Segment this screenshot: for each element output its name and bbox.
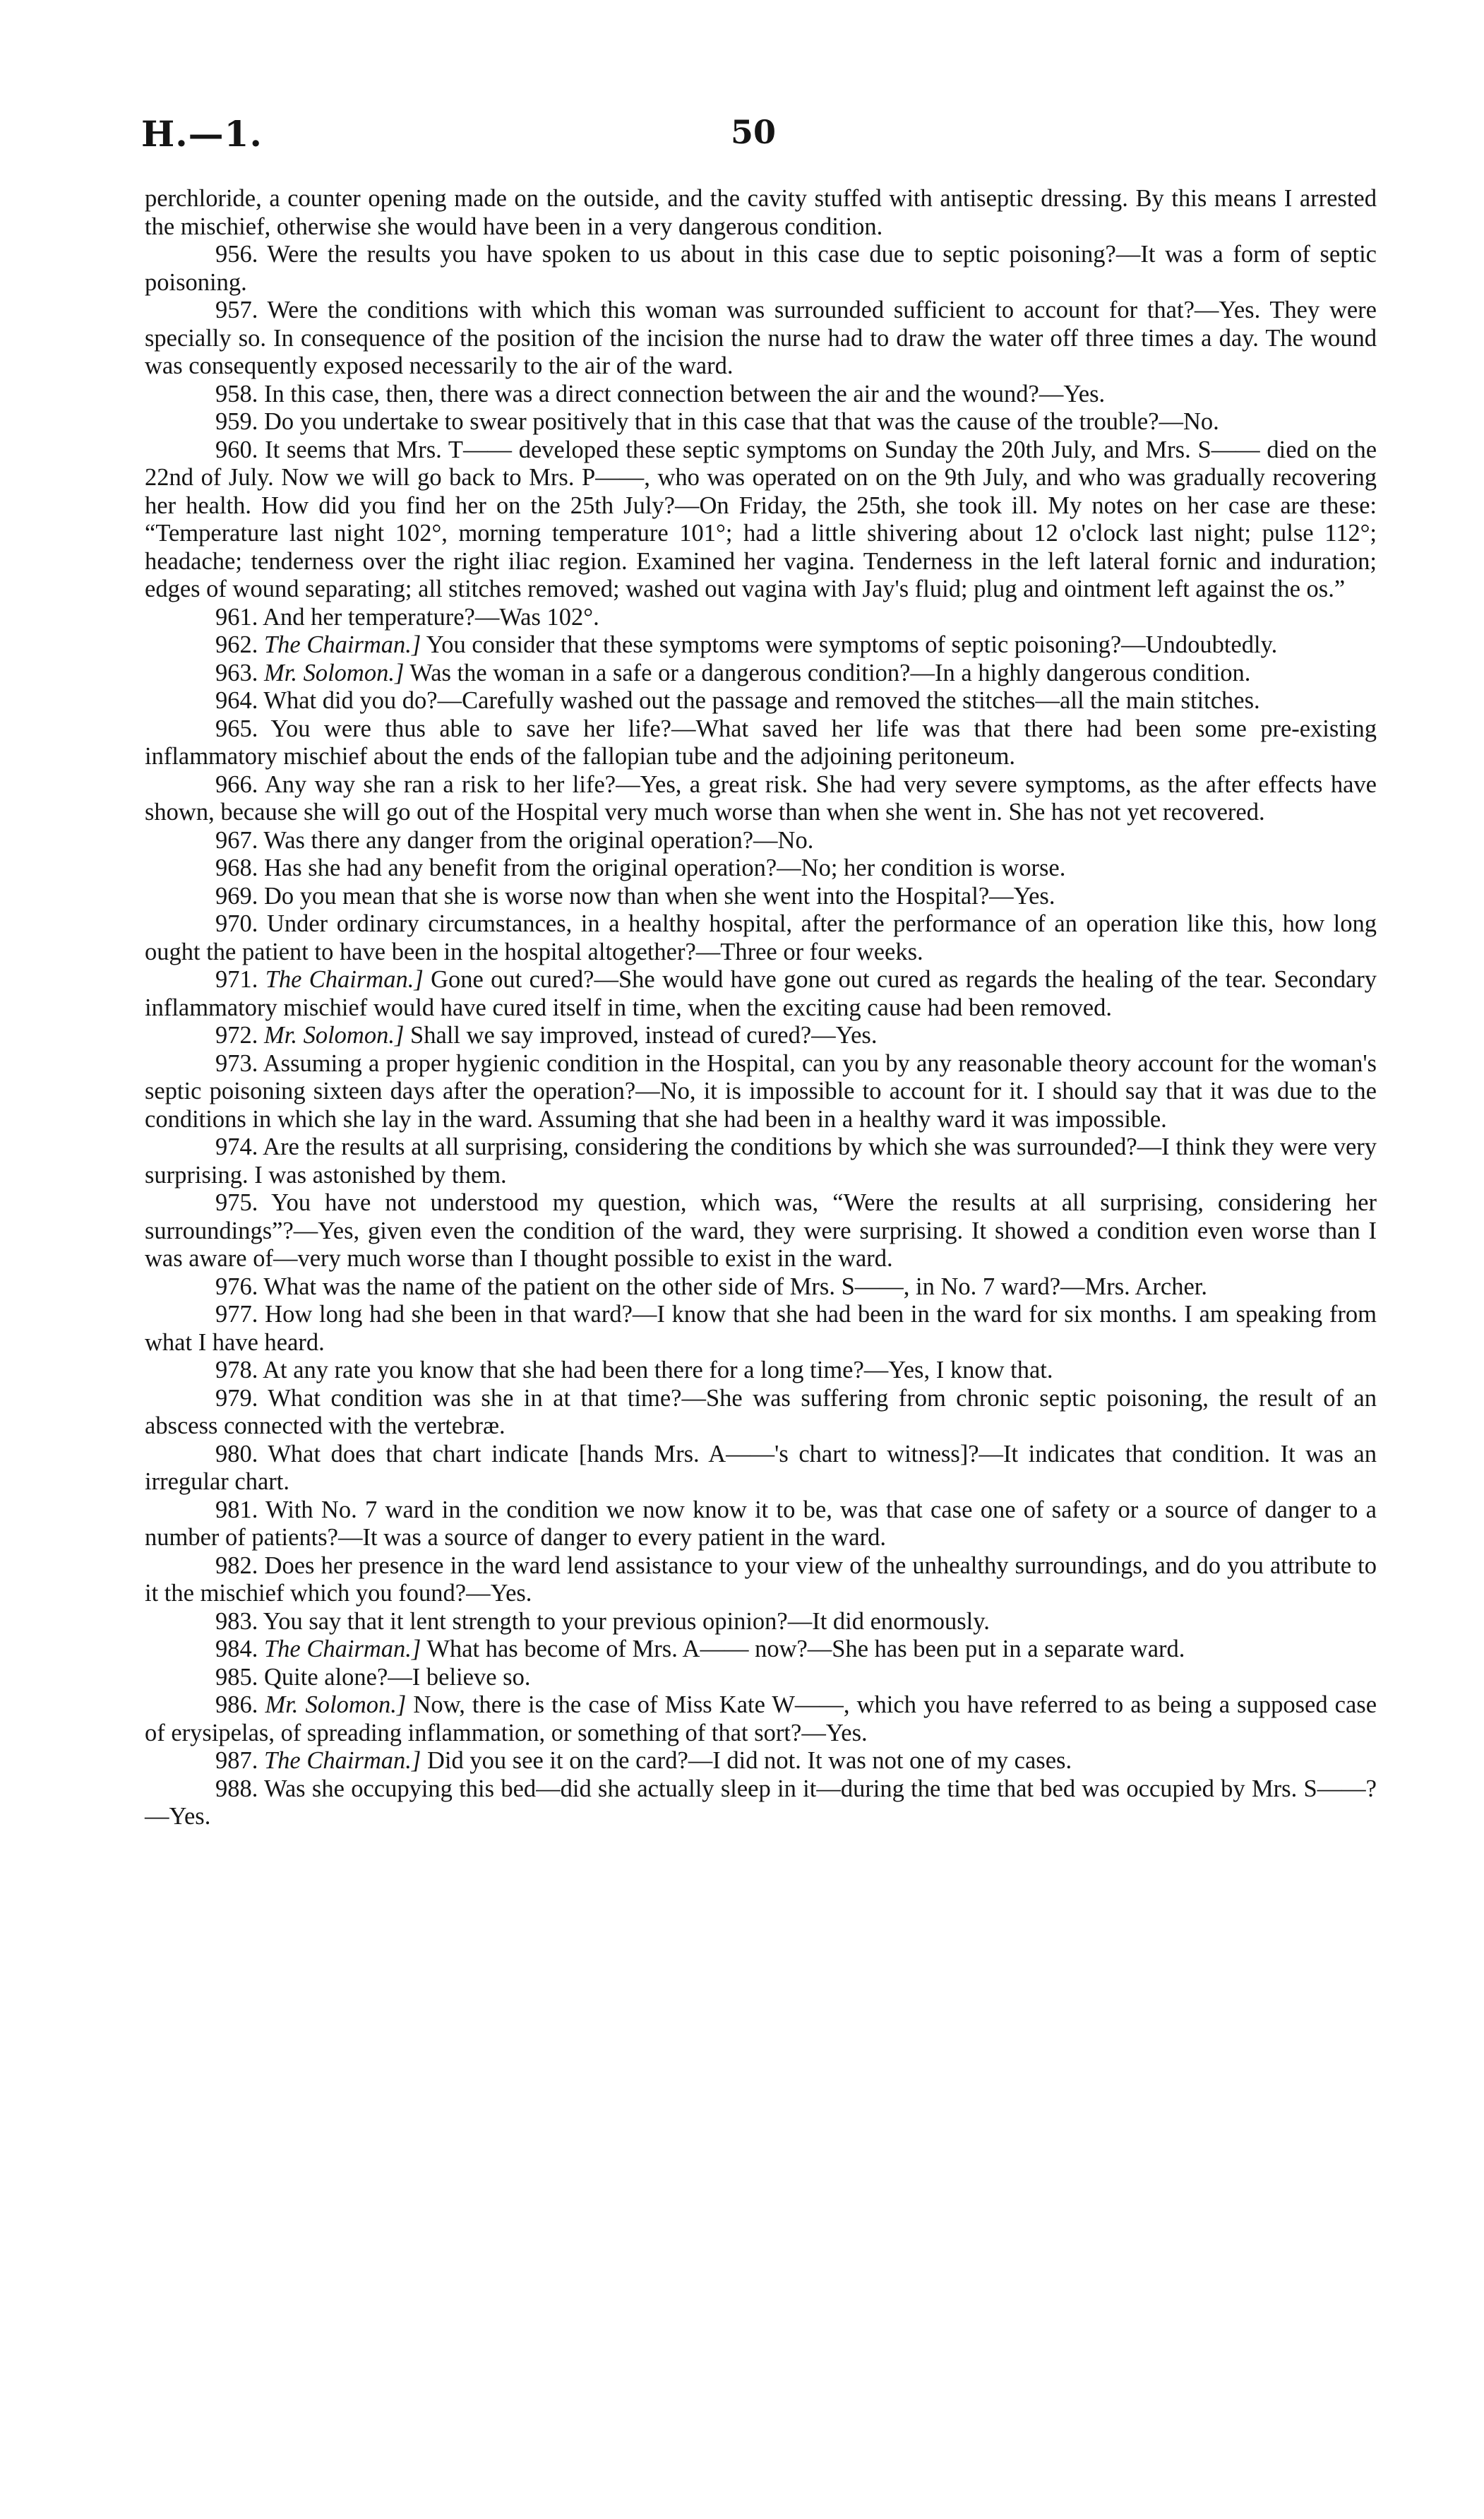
question-number: 972. [215,1022,258,1049]
paragraph-text: Do you mean that she is worse now than when she went into the Hospital?—Yes. [264,882,1055,910]
speaker-label: The Chairman.] [265,966,424,993]
question-number: 973. [215,1049,258,1077]
question-paragraph [145,241,1377,297]
speaker-label: Mr. Solomon.] [265,1691,407,1718]
question-number: 967. [215,826,258,854]
paragraph-text: You consider that these symptoms were symptoms of septic poisoning?—Undoubtedly. [426,631,1278,658]
question-number: 969. [215,882,258,910]
question-paragraph [145,1664,1377,1692]
paragraph-text: Are the results at all surprising, considering the conditions by which she was surrounded?—I think they were very surprising. I was astonished by them. [145,1133,1377,1189]
speaker-label: Mr. Solomon.] [264,1022,405,1049]
paragraph-text: What was the name of the patient on the other side of Mrs. S——, in No. 7 ward?—Mrs. Archer. [263,1273,1207,1300]
question-number: 984. [215,1636,258,1662]
question-number: 982. [215,1552,258,1579]
question-number: 979. [215,1384,258,1412]
question-number: 963. [215,659,258,686]
speaker-label: The Chairman.] [264,1747,421,1774]
paragraph-text: Any way she ran a risk to her life?—Yes, a great risk. She had very severe symptoms, as the after effects have shown, because she will go out of the Hospital very much worse than when she went in. She has not yet recovered. [145,770,1377,826]
speaker-label: Mr. Solomon.] [264,659,405,686]
question-paragraph [145,715,1377,771]
question-paragraph [145,297,1377,381]
paragraph-text: Quite alone?—I believe so. [264,1663,531,1691]
question-paragraph [145,1636,1377,1664]
question-number: 986. [215,1691,258,1718]
question-paragraph [145,408,1377,436]
question-paragraph [145,1747,1377,1775]
paragraph-text: Was there any danger from the original operation?—No. [263,826,814,854]
paragraph-text: And her temperature?—Was 102°. [263,603,599,631]
question-number: 958. [215,380,258,407]
question-paragraph [145,381,1377,409]
question-paragraph [145,827,1377,855]
question-paragraph [145,1357,1377,1385]
question-number: 975. [215,1189,258,1216]
question-number: 977. [215,1301,258,1328]
question-paragraph [145,1441,1377,1496]
speaker-label: The Chairman.] [264,1636,421,1662]
question-paragraph [145,1022,1377,1050]
question-number: 959. [215,408,258,435]
question-number: 978. [215,1357,258,1383]
question-paragraph [145,1608,1377,1636]
question-paragraph [145,1385,1377,1441]
paragraph-text: What does that chart indicate [hands Mrs. A——'s chart to witness]?—It indicates that condition. It was an irregular chart. [145,1440,1377,1495]
question-paragraph [145,1301,1377,1357]
question-paragraph [145,910,1377,966]
question-number: 957. [215,297,258,323]
question-paragraph [145,1273,1377,1302]
question-paragraph [145,687,1377,715]
question-number: 985. [215,1663,258,1691]
question-number: 965. [215,715,258,742]
question-paragraph [145,966,1377,1022]
paragraph-text: How long had she been in that ward?—I know that she had been in the ward for six months. I am speaking from what I have heard. [145,1301,1377,1356]
question-paragraph [145,1691,1377,1747]
question-paragraph [145,631,1377,660]
paragraph-text: Has she had any benefit from the original operation?—No; her condition is worse. [264,854,1066,881]
question-paragraph [145,854,1377,883]
question-paragraph [145,771,1377,827]
question-number: 976. [215,1273,258,1300]
question-number: 962. [215,631,258,658]
paragraph-text: Were the conditions with which this woman was surrounded sufficient to account for that?—Yes. They were specially so. In consequence of the position of the incision the nurse had to draw the water off three times a day. The wound was consequently exposed necessarily to the air of the ward. [145,297,1377,379]
paragraph-text: Was the woman in a safe or a dangerous condition?—In a highly dangerous condition. [409,659,1251,686]
question-number: 966. [215,770,258,798]
paragraph-text: Now, there is the case of Miss Kate W——, which you have referred to as being a supposed case of erysipelas, of spreading inflammation, or something of that sort?—Yes. [145,1691,1377,1746]
question-paragraph [145,604,1377,632]
paragraph-text: Does her presence in the ward lend assistance to your view of the unhealthy surroundings, and do you attribute to it the mischief which you found?—Yes. [145,1552,1377,1607]
paragraph-text: What has become of Mrs. A—— now?—She has been put in a separate ward. [426,1636,1185,1662]
paragraph-text: What condition was she in at that time?—She was suffering from chronic septic poisoning, the result of an abscess connected with the vertebræ. [145,1384,1377,1439]
question-number: 980. [215,1440,258,1467]
paragraph-text: What did you do?—Carefully washed out the passage and removed the stitches—all the main stitches. [263,687,1260,714]
page-number: 50 [731,113,777,151]
question-paragraph [145,883,1377,911]
document-reference: H.—1. [141,113,263,155]
paragraph-text: You have not understood my question, which was, “Were the results at all surprising, considering her surroundings”?—Yes, given even the condition of the ward, they were surprising. It showed a condition even worse than I was aware of—very much worse than I thought possible to exist in the ward. [145,1189,1377,1272]
paragraph-text: Were the results you have spoken to us about in this case due to septic poisoning?—It was a form of septic poisoning. [145,241,1377,296]
speaker-label: The Chairman.] [264,631,421,658]
paragraph-text: Was she occupying this bed—did she actually sleep in it—during the time that bed was occupied by Mrs. S——?—Yes. [145,1775,1377,1830]
question-number: 956. [215,241,258,268]
paragraph-text: You were thus able to save her life?—What saved her life was that there had been some pre-existing inflammatory mischief about the ends of the fallopian tube and the adjoining peritoneum. [145,715,1377,770]
question-paragraph [145,1050,1377,1134]
question-number: 981. [215,1496,258,1523]
paragraph-text: Did you see it on the card?—I did not. It was not one of my cases. [427,1747,1072,1774]
paragraph-text: Shall we say improved, instead of cured?—Yes. [410,1022,878,1049]
continuation-paragraph [145,185,1377,241]
evidence-text [145,185,1377,1831]
paragraph-text: In this case, then, there was a direct connection between the air and the wound?—Yes. [264,380,1106,407]
question-paragraph [145,660,1377,688]
question-number: 970. [215,910,258,937]
question-paragraph [145,436,1377,604]
question-paragraph [145,1133,1377,1189]
paragraph-text: You say that it lent strength to your previous opinion?—It did enormously. [263,1607,990,1635]
paragraph-text: Gone out cured?—She would have gone out cured as regards the healing of the tear. Secondary inflammatory mischief would have cured itself in time, when the exciting cause had been removed. [145,966,1377,1021]
paragraph-text: Do you undertake to swear positively that in this case that that was the cause of the trouble?—No. [264,408,1219,435]
page-header [0,0,1484,177]
question-paragraph [145,1496,1377,1552]
question-paragraph [145,1189,1377,1273]
paragraph-text: Under ordinary circumstances, in a healthy hospital, after the performance of an operation like this, how long ought the patient to have been in the hospital altogether?—Three or four weeks. [145,910,1377,965]
paragraph-text: perchloride, a counter opening made on the outside, and the cavity stuffed with antiseptic dressing. By this means I arrested the mischief, otherwise she would have been in a very dangerous condition. [145,185,1377,240]
question-number: 968. [215,854,258,881]
question-number: 964. [215,687,258,714]
question-number: 987. [215,1747,258,1774]
paragraph-text: With No. 7 ward in the condition we now know it to be, was that case one of safety or a source of danger to a number of patients?—It was a source of danger to every patient in the ward. [145,1496,1377,1551]
question-number: 971. [215,966,258,993]
paragraph-text: Assuming a proper hygienic condition in the Hospital, can you by any reasonable theory account for the woman's septic poisoning sixteen days after the operation?—No, it is impossible to account for it. I should say that it was due to the conditions in which she lay in the ward. Assuming that she had been in a healthy ward it was impossible. [145,1049,1377,1133]
question-number: 960. [215,436,258,463]
paragraph-text: It seems that Mrs. T—— developed these septic symptoms on Sunday the 20th July, and Mrs. S—— died on the 22nd of July. Now we will go back to Mrs. P——, who was operated on on the 9th July, and who was gradually recovering her health. How did you find her on the 25th July?—On Friday, the 25th, she took ill. My notes on her case are these: “Temperature last night 102°, morning temperature 101°; had a little shivering about 12 o'clock last night; pulse 112°; headache; tenderness over the right iliac region. Examined her vagina. Tenderness in the left lateral fornic and induration; edges of wound separating; all stitches removed; washed out vagina with Jay's fluid; plug and ointment left against the os.” [145,436,1377,602]
question-number: 974. [215,1133,258,1160]
question-paragraph [145,1552,1377,1608]
question-number: 961. [215,603,258,631]
question-number: 988. [215,1775,258,1802]
question-number: 983. [215,1607,258,1635]
question-paragraph [145,1775,1377,1831]
paragraph-text: At any rate you know that she had been there for a long time?—Yes, I know that. [263,1357,1053,1383]
